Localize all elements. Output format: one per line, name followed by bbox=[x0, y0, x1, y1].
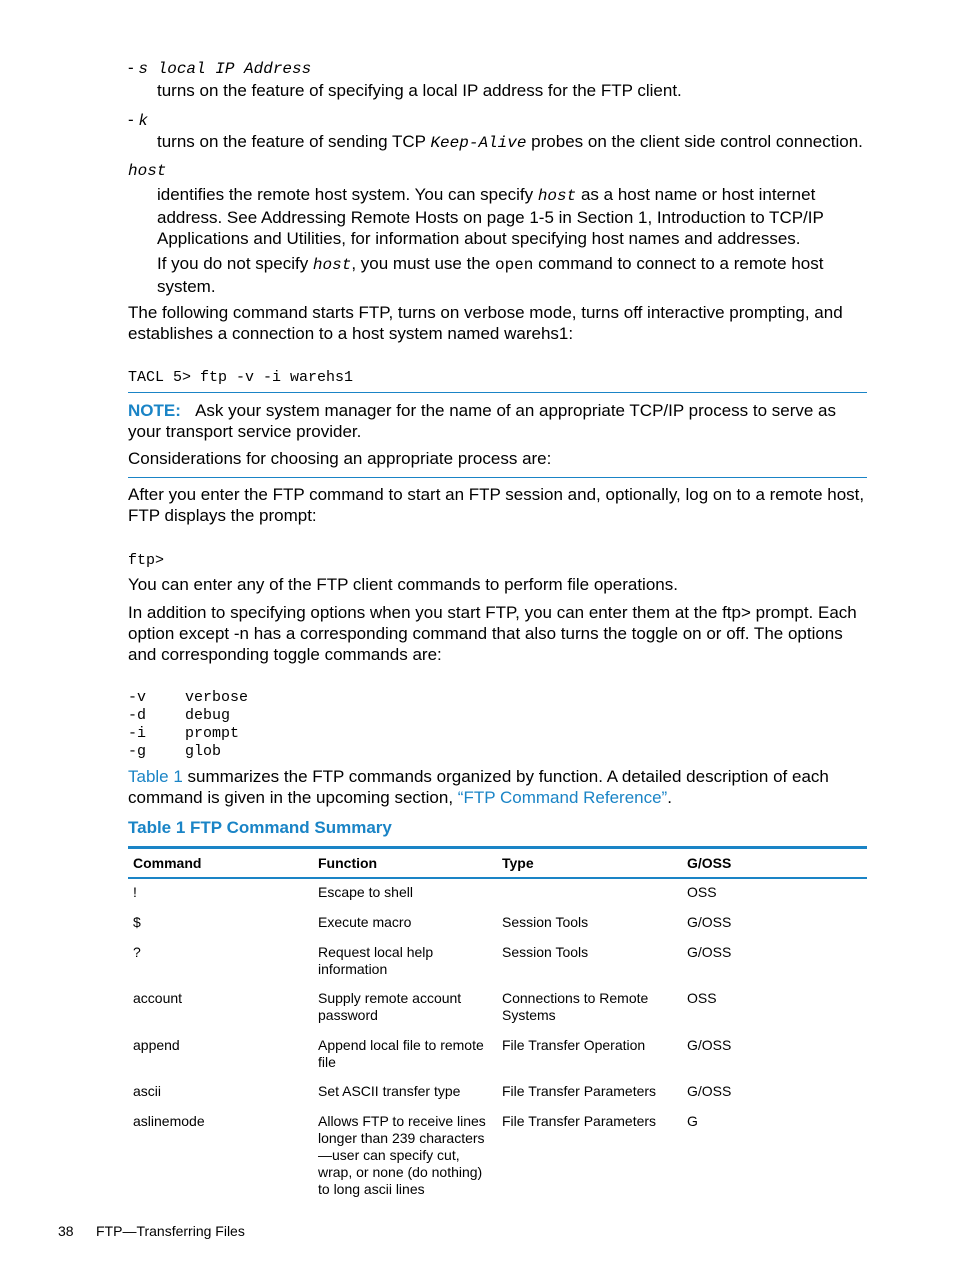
header-goss: G/OSS bbox=[687, 855, 732, 871]
option-k-name: k bbox=[138, 112, 149, 130]
cell-command: append bbox=[133, 1037, 180, 1053]
cell-function: Request local help information bbox=[318, 944, 434, 977]
option-dash: - bbox=[128, 58, 134, 77]
host-description-1 bbox=[157, 184, 869, 249]
toggle-command: debug bbox=[185, 707, 231, 724]
host-code: host bbox=[312, 256, 352, 274]
ftp-command-table bbox=[128, 846, 867, 1198]
table-header bbox=[128, 846, 867, 879]
host-desc2-mid: , you must use the bbox=[351, 254, 495, 273]
cell-function: Supply remote account password bbox=[318, 990, 462, 1023]
cell-function: Execute macro bbox=[318, 914, 412, 930]
header-type: Type bbox=[502, 855, 534, 871]
option-dash: - bbox=[128, 110, 134, 129]
cell-goss: G bbox=[687, 1113, 698, 1129]
option-k-term bbox=[128, 109, 148, 132]
cell-goss: OSS bbox=[687, 990, 717, 1006]
table-row bbox=[128, 909, 867, 939]
cell-goss: G/OSS bbox=[687, 1037, 732, 1053]
cell-command: aslinemode bbox=[133, 1113, 205, 1129]
cell-function: Allows FTP to receive lines longer than 239 characters—user can specify cut, wrap, or none (do nothing) to long ascii lines bbox=[318, 1113, 486, 1197]
cell-function: Escape to shell bbox=[318, 884, 413, 900]
header-function: Function bbox=[318, 855, 378, 871]
host-term: host bbox=[128, 162, 167, 180]
host-desc2-pre: If you do not specify bbox=[157, 254, 313, 273]
note-bottom-rule bbox=[128, 477, 867, 478]
cell-command: $ bbox=[133, 914, 141, 930]
table-row bbox=[128, 1032, 867, 1078]
host-code: host bbox=[537, 187, 577, 205]
table-1-link[interactable]: Table 1 bbox=[128, 767, 183, 786]
note-text bbox=[128, 400, 868, 442]
table-row bbox=[128, 879, 867, 909]
cell-goss: G/OSS bbox=[687, 944, 732, 960]
summary-text: summarizes the FTP commands organized by function. A detailed description of each command is given in the upcoming section, bbox=[128, 767, 829, 807]
cell-type: Connections to Remote Systems bbox=[502, 990, 649, 1023]
option-s-term bbox=[128, 57, 311, 80]
cell-type: File Transfer Parameters bbox=[502, 1083, 657, 1099]
ftp-command-reference-link[interactable]: “FTP Command Reference” bbox=[457, 788, 668, 807]
cell-goss: G/OSS bbox=[687, 914, 732, 930]
cell-goss: G/OSS bbox=[687, 1083, 732, 1099]
cell-function: Set ASCII transfer type bbox=[318, 1083, 461, 1099]
footer-section-title: FTP—Transferring Files bbox=[96, 1223, 245, 1239]
host-desc1-pre: identifies the remote host system. You can specify bbox=[157, 185, 538, 204]
keep-alive-code: Keep-Alive bbox=[430, 134, 527, 152]
cell-command: ? bbox=[133, 944, 141, 960]
table-row bbox=[128, 1108, 867, 1198]
host-desc1-post: as a host name or host internet address. See Addressing Remote Hosts on page 1-5 in Section 1, Introduction to TCP/IP Applications and Utilities, for information about specifying host names and addresses. bbox=[157, 185, 824, 248]
table-row bbox=[128, 1078, 867, 1108]
cell-type: Session Tools bbox=[502, 944, 589, 960]
cell-type: File Transfer Operation bbox=[502, 1037, 646, 1053]
toggle-flag: -v bbox=[128, 689, 147, 706]
cell-type: File Transfer Parameters bbox=[502, 1113, 657, 1129]
cell-command: ascii bbox=[133, 1083, 162, 1099]
host-description-2 bbox=[157, 253, 869, 297]
cell-function: Append local file to remote file bbox=[318, 1037, 484, 1070]
toggle-command: glob bbox=[185, 743, 222, 760]
code-ftp-prompt: ftp> bbox=[128, 552, 165, 569]
paragraph-table-summary bbox=[128, 766, 868, 808]
summary-period: . bbox=[667, 788, 672, 807]
note-label: NOTE: bbox=[128, 401, 181, 420]
toggle-flag: -i bbox=[128, 725, 147, 742]
note-body: Ask your system manager for the name of an appropriate TCP/IP process to serve as your transport service provider. bbox=[128, 401, 837, 441]
paragraph-options-toggle: In addition to specifying options when you start FTP, you can enter them at the ftp> prompt. Each option except -n has a corresponding command that also turns the toggle on or off. The options and corresponding toggle commands are: bbox=[128, 603, 857, 664]
paragraph-enter-commands: You can enter any of the FTP client commands to perform file operations. bbox=[128, 575, 678, 594]
toggle-flag: -d bbox=[128, 707, 147, 724]
note-top-rule bbox=[128, 392, 867, 393]
paragraph-after-command: After you enter the FTP command to start an FTP session and, optionally, log on to a remote host, FTP displays the prompt: bbox=[128, 485, 865, 525]
note-considerations: Considerations for choosing an appropriate process are: bbox=[128, 449, 552, 468]
toggle-command: prompt bbox=[185, 725, 240, 742]
open-code: open bbox=[494, 256, 534, 274]
code-tacl-command: TACL 5> ftp -v -i warehs1 bbox=[128, 369, 354, 386]
option-k-desc-pre: turns on the feature of sending TCP bbox=[157, 132, 431, 151]
option-s-description: turns on the feature of specifying a local IP address for the FTP client. bbox=[157, 81, 682, 100]
toggle-command: verbose bbox=[185, 689, 249, 706]
option-s-name: s local IP Address bbox=[138, 60, 312, 78]
toggle-flag: -g bbox=[128, 743, 147, 760]
header-command: Command bbox=[133, 855, 202, 871]
cell-command: ! bbox=[133, 884, 137, 900]
option-k-desc-post: probes on the client side control connection. bbox=[526, 132, 863, 151]
cell-goss: OSS bbox=[687, 884, 717, 900]
option-k-description bbox=[157, 131, 877, 154]
cell-command: account bbox=[133, 990, 183, 1006]
table-caption: Table 1 FTP Command Summary bbox=[128, 818, 392, 837]
table-row bbox=[128, 985, 867, 1032]
paragraph-following-command: The following command starts FTP, turns on verbose mode, turns off interactive prompting, and establishes a connection to a host system named warehs1: bbox=[128, 303, 843, 343]
host-desc2-post: command to connect to a remote host system. bbox=[157, 254, 824, 296]
page-number: 38 bbox=[58, 1223, 74, 1239]
cell-type: Session Tools bbox=[502, 914, 589, 930]
table-row bbox=[128, 939, 867, 985]
